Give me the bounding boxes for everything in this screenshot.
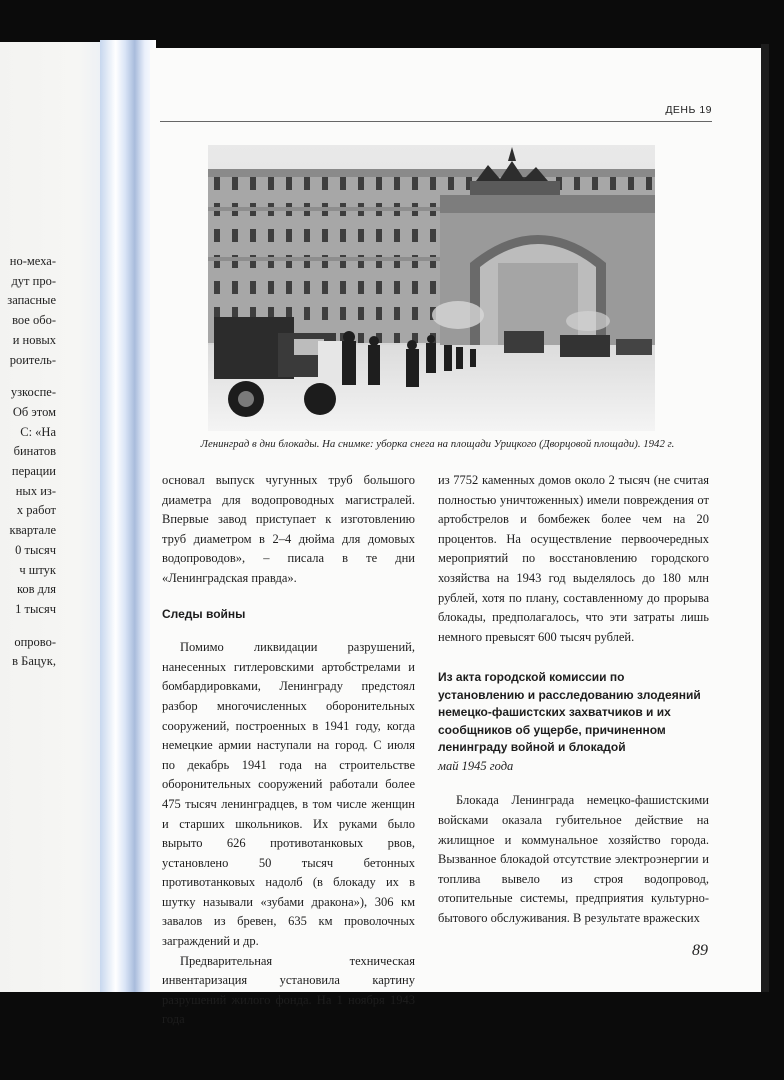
page-edge — [761, 44, 769, 992]
text-column-right — [438, 471, 709, 929]
document-date: май 1945 года — [438, 758, 514, 773]
text-column-left — [162, 471, 415, 1030]
facing-line: дут про- — [11, 273, 56, 288]
facing-line: но-меха- — [9, 254, 56, 268]
facing-line: роитель- — [9, 352, 56, 367]
facing-line: Об этом — [12, 404, 56, 419]
facing-line: запасные — [7, 293, 56, 308]
facing-line: ч штук — [19, 562, 56, 577]
paragraph: основал выпуск чугунных труб большого диаметра для водопроводных магистралей. Впервые завод приступает к изготовлению труб диаметром в 2–4 дюйма для домовых водопроводов», – писала в те дни «Ленинградская правда». — [162, 473, 415, 585]
facing-line: бинатов — [13, 444, 56, 459]
facing-line: ков для — [16, 582, 56, 597]
facing-line: 1 тысяч — [15, 601, 56, 616]
header-rule — [160, 121, 712, 122]
page-number: 89 — [692, 942, 708, 959]
facing-line: ных из- — [15, 483, 56, 498]
facing-page — [0, 42, 112, 992]
facing-line: опрово- — [14, 634, 56, 649]
photo-caption: Ленинград в дни блокады. На снимке: уборка снега на площади Урицкого (Дворцовой площади). 1942 г. — [200, 438, 675, 450]
facing-gap — [0, 370, 56, 383]
document-heading: Из акта городской комиссии по установлению и расследованию злодеяний немецко-фашистских захватчиков и их сообщников об ущербе, причиненном ленинграду войной и блокадой — [438, 670, 701, 755]
section-heading: Следы войны — [162, 606, 246, 621]
facing-line: вое обо- — [12, 313, 56, 328]
archival-photo — [208, 145, 655, 431]
paragraph: из 7752 каменных домов около 2 тысяч (не считая полностью уничтоженных) имели повреждения от артобстрелов и бомбежек более чем на 20 процентов. На осуществление первоочередных мероприятий по восстановлению городского хозяйства на 1943 год выделялось до 180 млн рублей, хотя по плану, составленному до прорыва блокады, предполагалось, что эти затраты лишь немного превысят 600 тысяч рублей. — [438, 473, 709, 644]
facing-line: и новых — [12, 332, 56, 347]
paragraph: Помимо ликвидации разрушений, нанесенных гитлеровскими артобстрелами и бомбардировками, Ленинграду предстоял разбор многочисленных оборонительных сооружений, построенных в 1941 году, когда немецкие армии наступали на город. С июля по декабрь 1941 года на строительстве оборонительных сооружений работали более 475 тысяч ленинградцев, в том числе женщин и старших школьников. Их руками было вырыто 626 противотанковых рвов, установлено 50 тысяч бетонных противотанковых надолб (в блокаду их в шутку называли «зубами дракона»), 306 км завалов из бревен, 635 км проволочных заграждений и др. — [162, 640, 415, 949]
book-spine — [100, 40, 156, 992]
facing-gap — [0, 620, 56, 633]
facing-line: х работ — [16, 503, 56, 518]
running-head: ДЕНЬ 19 — [665, 104, 712, 116]
facing-line: квартале — [9, 523, 56, 538]
facing-line: узкоспе- — [10, 385, 56, 400]
paragraph: Блокада Ленинграда немецко-фашистскими войсками оказала губительное действие на жилищное и коммунальное хозяйство города. Вызванное блокадой отсутствие электроэнергии и топлива вывело из строя водопровод, отопительные системы, предприятия культурно-бытового обслуживания. В результате вражеских — [438, 793, 709, 925]
facing-page-text — [0, 252, 56, 672]
facing-line: в Бацук, — [12, 654, 56, 669]
facing-line: 0 тысяч — [15, 542, 56, 557]
facing-line: С: «На — [20, 424, 56, 439]
paragraph: Предварительная техническая инвентаризация установила картину разрушений жилого фонда. На 1 ноября 1943 года — [162, 953, 415, 1027]
facing-line: перации — [11, 464, 56, 479]
